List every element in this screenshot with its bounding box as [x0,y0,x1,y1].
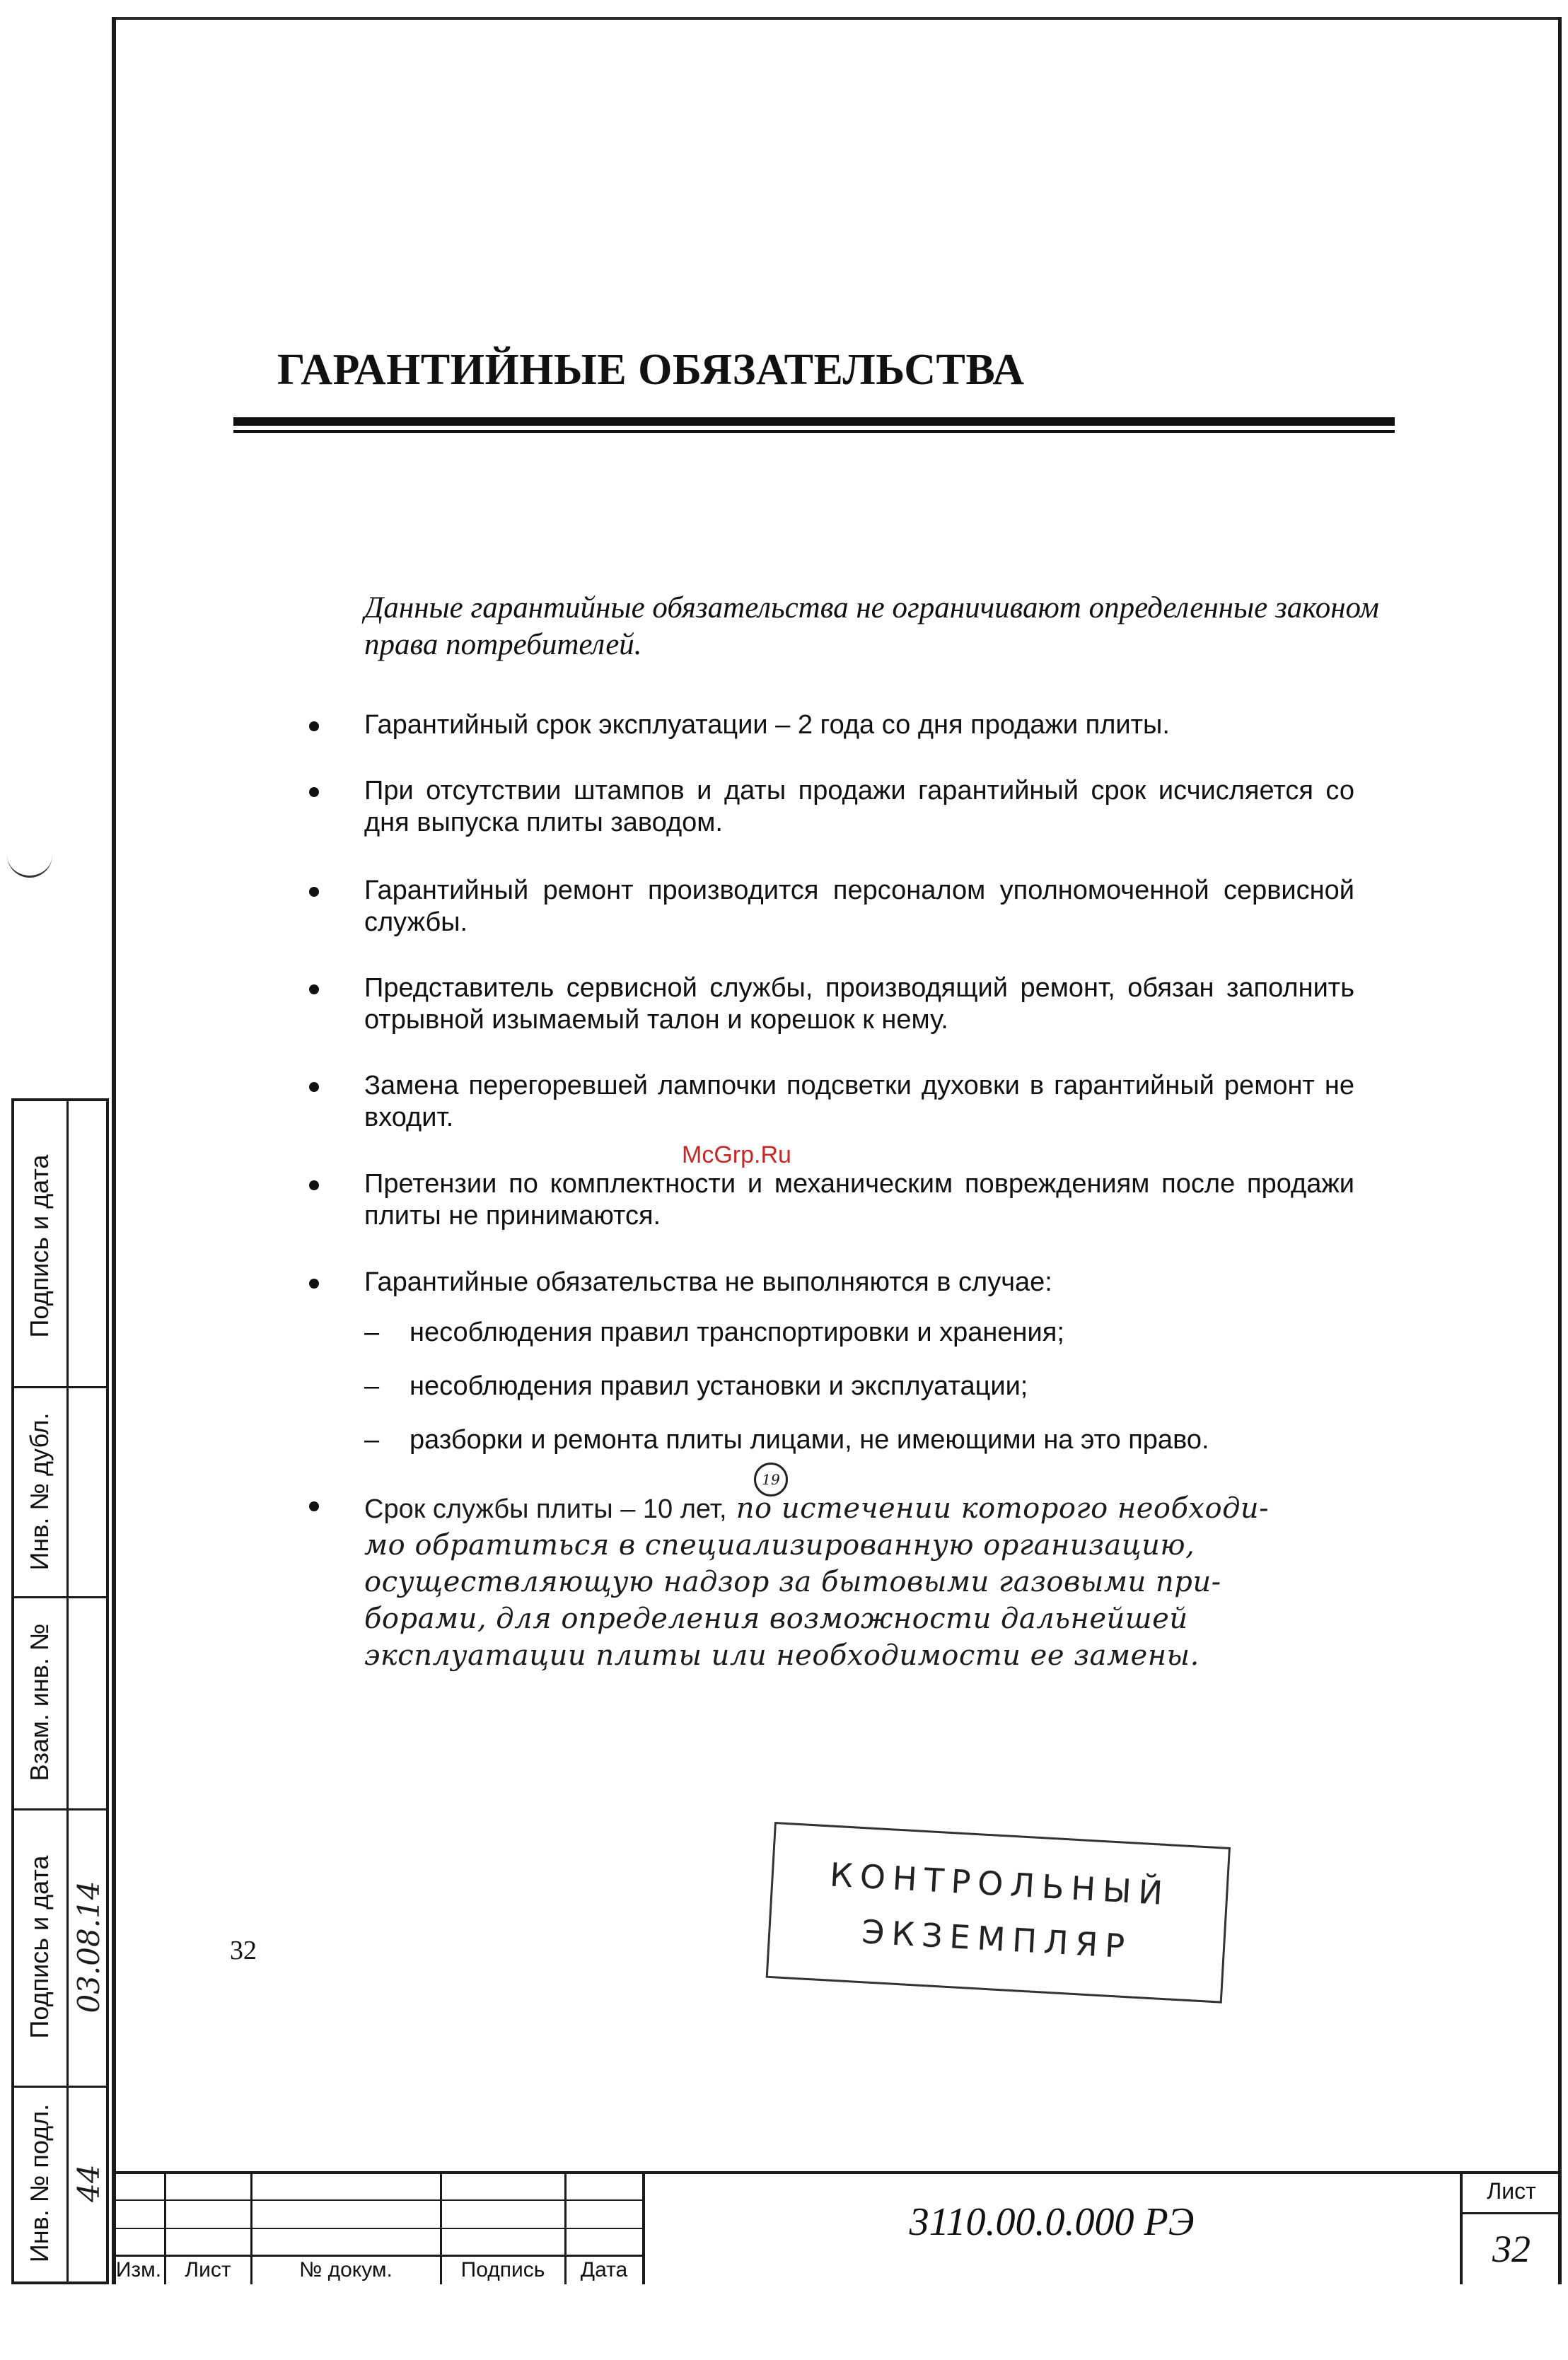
dash-icon: – [364,1371,380,1401]
exception-text: несоблюдения правил транспортировки и хранения; [410,1318,1064,1347]
watermark-text: McGrp.Ru [682,1141,791,1168]
service-life-printed: Срок службы плиты – 10 лет, [364,1494,727,1524]
list-item [364,1070,1354,1134]
bullet-icon [309,721,319,731]
handwritten-line: осуществляющую надзор за бытовыми газовыми при- [364,1566,1221,1598]
handwritten-line: мо обратиться в специализированную организацию, [364,1529,1195,1562]
column-header-list: Лист [185,2258,231,2281]
list-item-text: Гарантийные обязательства не выполняются в случае: [364,1267,1052,1297]
handwritten-inv-number: 44 [71,2164,106,2202]
list-item [364,775,1354,839]
dash-icon: – [364,1425,380,1455]
column-header-doc-number: № докум. [299,2258,393,2281]
title-block [112,2171,1562,2284]
stamp-line: КОНТРОЛЬНЫЙ [828,1855,1171,1913]
bullet-icon [309,887,319,897]
sheet-number: 32 [1492,2228,1531,2270]
side-label-podpis-data: Подпись и дата [25,1154,54,1338]
list-item-text: Гарантийный ремонт производится персоналом уполномоченной сервисной службы. [364,876,1354,937]
document-designation: 3110.00.0.000 РЭ [909,2200,1195,2244]
list-item-text: При отсутствии штампов и даты продажи гарантийный срок исчисляется со дня выпуска плиты заводом. [364,776,1354,837]
list-item [364,875,1354,938]
sheet-label: Лист [1487,2178,1536,2204]
bullet-icon [309,1279,319,1289]
column-header-signature: Подпись [460,2258,545,2281]
title-block-border [112,2171,1562,2174]
bullet-icon [309,1180,319,1190]
list-item-text: Представитель сервисной службы, производящий ремонт, обязан заполнить отрывной изымаемый талон и корешок к нему. [364,973,1354,1035]
page-title: ГАРАНТИЙНЫЕ ОБЯЗАТЕЛЬСТВА [277,346,1025,394]
strip-divider [66,1101,69,2281]
handwritten-date: 03.08.14 [71,1881,106,2013]
handwritten-line: борами, для определения возможности дальнейшей [364,1603,1188,1635]
bullet-icon [309,984,319,994]
column-header-izm: Изм. [115,2258,162,2281]
dash-icon: – [364,1318,380,1347]
intro-paragraph: Данные гарантийные обязательства не ограничивают определенные законом права потребителей. [364,591,1379,661]
bullet-icon [309,1082,319,1092]
bullet-icon [309,787,319,797]
control-copy-stamp [766,1822,1231,2004]
side-registration-strip [11,1098,109,2284]
exception-text: несоблюдения правил установки и эксплуатации; [410,1371,1028,1401]
handwritten-line: эксплуатации плиты или необходимости ее замены. [364,1639,1200,1672]
list-item [364,972,1354,1036]
stamp-line: ЭКЗЕМПЛЯР [861,1912,1133,1966]
side-label-inv-podl: Инв. № подл. [25,2103,54,2263]
list-item [364,709,1354,741]
handwritten-line: по истечении которого необходи- [736,1492,1270,1525]
list-item-text: Претензии по комплектности и механическим повреждениям после продажи плиты не принимаются. [364,1169,1354,1231]
side-label-inv-dubl: Инв. № дубл. [25,1412,54,1571]
list-item-text: Замена перегоревшей лампочки подсветки духовки в гарантийный ремонт не входит. [364,1071,1354,1132]
bullet-icon [309,1501,319,1511]
exception-text: разборки и ремонта плиты лицами, не имеющими на это право. [410,1425,1209,1455]
side-label-podpis-data: Подпись и дата [25,1855,54,2039]
column-header-date: Дата [580,2258,628,2281]
note-number-badge: 19 [754,1463,788,1496]
list-item [364,1168,1354,1232]
list-item [364,1267,1354,1298]
list-item-text: Гарантийный срок эксплуатации – 2 года со дня продажи плиты. [364,710,1170,740]
page-number: 32 [230,1936,257,1965]
side-label-vzam-inv: Взам. инв. № [25,1623,54,1781]
